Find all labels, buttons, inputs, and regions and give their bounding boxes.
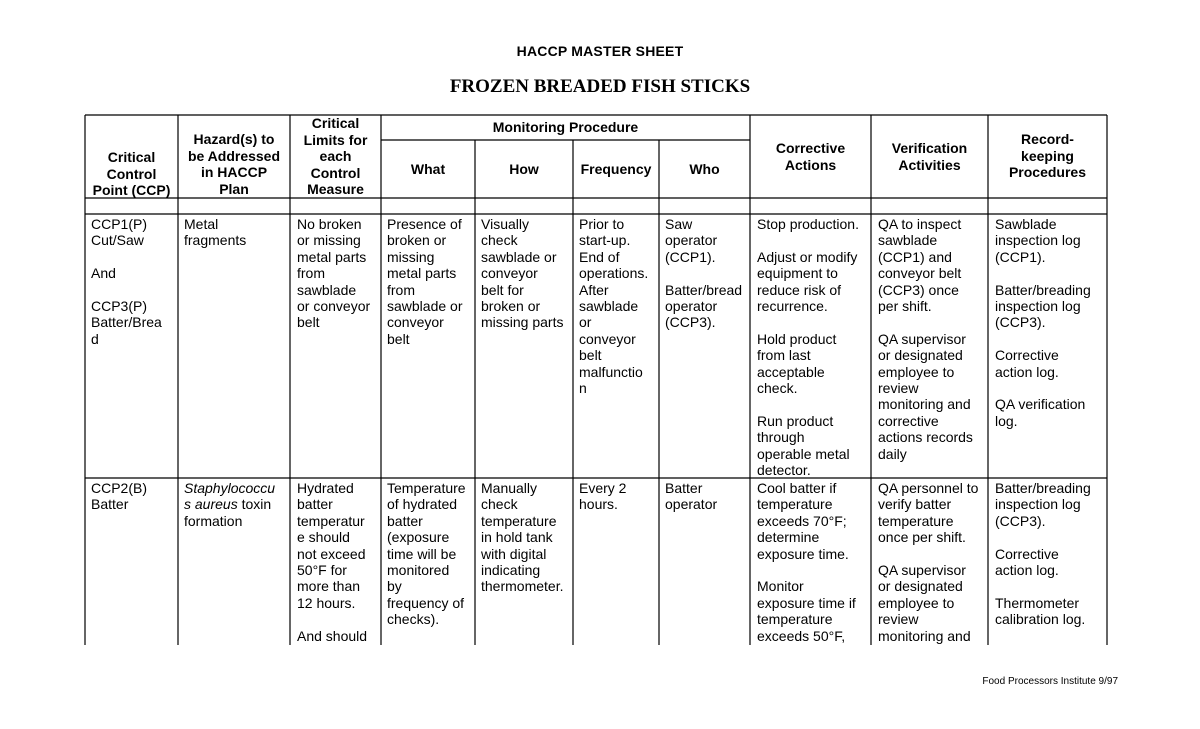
table-cell-corrective: Cool batter if temperature exceeds 70°F; determine exposure time. Monitor exposure time if temperature exceeds 50°F,	[757, 480, 856, 644]
col-header-what: What	[410, 161, 446, 177]
col-header-recordkeeping: Record- keeping Procedures	[1008, 131, 1087, 181]
table-cell-who: Batter operator	[665, 480, 718, 513]
table-cell-ccp: CCP2(B) Batter	[91, 480, 148, 513]
col-header-how: How	[509, 161, 539, 177]
table-cell-frequency: Prior to start-up. End of operations. After sawblade or conveyor belt malfunctio n	[579, 216, 649, 397]
col-header-monitoring: Monitoring Procedure	[492, 119, 639, 135]
hazard-description: toxin formation	[184, 496, 272, 529]
table-cell-how: Manually check temperature in hold tank with digital indicating thermometer.	[481, 480, 564, 595]
col-header-hazards: Hazard(s) to be Addressed in HACCP Plan	[187, 131, 281, 197]
table-cell-records: Batter/breading inspection log (CCP3). Corrective action log. Thermometer calibration log.	[995, 480, 1091, 628]
table-cell-what: Temperature of hydrated batter (exposure time will be monitored by frequency of checks).	[387, 480, 466, 628]
table-cell-what: Presence of broken or missing metal parts from sawblade or conveyor belt	[387, 216, 463, 347]
table-cell-records: Sawblade inspection log (CCP1). Batter/breading inspection log (CCP3). Corrective action log. QA verification log.	[995, 216, 1091, 429]
col-header-verification: Verification Activities	[891, 140, 968, 173]
table-cell-ccp: CCP1(P) Cut/Saw And CCP3(P) Batter/Brea d	[91, 216, 162, 347]
footer-source: Food Processors Institute 9/97	[982, 676, 1118, 687]
table-cell-verification: QA personnel to verify batter temperature once per shift. QA supervisor or designated employee to review monitoring and	[878, 480, 979, 644]
table-cell-who: Saw operator (CCP1). Batter/bread operator (CCP3).	[665, 216, 743, 331]
col-header-ccp: Critical Control Point (CCP)	[92, 149, 171, 199]
table-cell-frequency: Every 2 hours.	[579, 480, 627, 513]
table-cell-critical-limits: No broken or missing metal parts from sawblade or conveyor belt	[297, 216, 371, 331]
table-cell-corrective: Stop production. Adjust or modify equipment to reduce risk of recurrence. Hold product from last acceptable check. Run product through operable metal detector.	[757, 216, 859, 479]
master-sheet-title: HACCP MASTER SHEET	[516, 43, 684, 59]
table-cell-hazard: Metal fragments	[184, 216, 247, 249]
hazard-organism-name: Staphylococcu s aureus	[184, 480, 276, 513]
table-cell-critical-limits: Hydrated batter temperatur e should not exceed 50°F for more than 12 hours. And should	[297, 480, 368, 644]
col-header-critical-limits: Critical Limits for each Control Measure	[303, 115, 368, 198]
col-header-corrective-actions: Corrective Actions	[775, 140, 846, 173]
table-cell-hazard	[184, 480, 288, 529]
table-cell-how: Visually check sawblade or conveyor belt for broken or missing parts	[481, 216, 564, 331]
product-title: FROZEN BREADED FISH STICKS	[449, 76, 751, 97]
table-cell-verification: QA to inspect sawblade (CCP1) and conveyor belt (CCP3) once per shift. QA supervisor or designated employee to review monitoring and corrective actions records daily	[878, 216, 973, 462]
col-header-frequency: Frequency	[580, 161, 652, 177]
col-header-who: Who	[689, 161, 720, 177]
